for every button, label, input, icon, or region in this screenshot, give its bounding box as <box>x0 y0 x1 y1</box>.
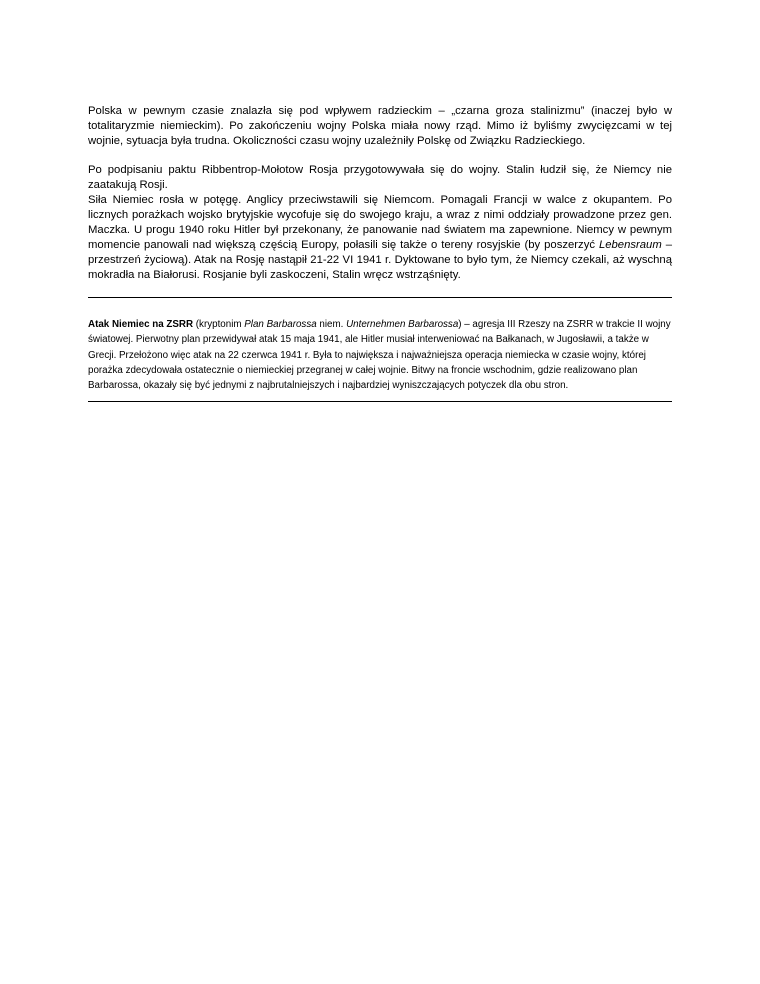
note-text-1: (kryptonim <box>193 319 245 330</box>
paragraph-soviet-influence: Polska w pewnym czasie znalazła się pod wpływem radzieckim – „czarna groza stalinizmu” (inaczej było w totalitaryzmie niemieckim). Po zakończeniu wojny Polska miała nowy rząd. Mimo iż byliśmy zwycięzcami w tej wojnie, sytuacja była trudna. Okoliczności czasu wojny uzależniły Polskę od Związku Radzieckiego. <box>88 105 672 147</box>
barbarossa-note-text <box>88 317 672 393</box>
paragraph-pact: Po podpisaniu paktu Ribbentrop-Mołotow Rosja przygotowywała się do wojny. Stalin łudził się, że Niemcy nie zaatakują Rosji. <box>88 164 672 191</box>
barbarossa-note-title: Atak Niemiec na ZSRR <box>88 319 194 330</box>
lebensraum-term: Lebensraum <box>598 239 662 251</box>
unternehmen-barbarossa-term: Unternehmen Barbarossa <box>346 319 459 330</box>
plan-barbarossa-term: Plan Barbarossa <box>244 319 317 330</box>
note-text-2: niem. <box>316 319 347 330</box>
paragraph-war-course <box>88 193 672 283</box>
bottom-rule <box>88 401 672 402</box>
paragraph-war-course-text-1: Siła Niemiec rosła w potęgę. Anglicy przeciwstawili się Niemcom. Pomagali Francji w walce z okupantem. Po licznych porażkach wojsko brytyjskie wycofuje się do swojego kraju, a wraz z nimi oddziały prowadzone przez gen. Maczka. U progu 1940 roku Hitler był przekonany, że panowanie nad światem ma zapewnione. Niemcy w pewnym momencie panowali nad większą częścią Europy, połasili się także o tereny rosyjskie (by poszerzyć <box>88 194 672 251</box>
paragraph-war-course-text-2: – przestrzeń życiową). Atak na Rosję nastąpił 21-22 VI 1941 r. Dyktowane to było tym, że Niemcy czekali, aż wyschną mokradła na Białorusi. Rosjanie byli zaskoczeni, Stalin wręcz wstrząśnięty. <box>88 239 672 281</box>
document-page <box>88 104 672 402</box>
barbarossa-note <box>88 298 672 401</box>
note-text-3: ) – agresja III Rzeszy na ZSRR w trakcie II wojny światowej. Pierwotny plan przewidywał atak 15 maja 1941, ale Hitler musiał interweniować na Bałkanach, w Jugosławii, a także w Grecji. Przełożono więc atak na 22 czerwca 1941 r. Była to największa i najważniejsza operacja niemiecka w czasie wojny, której porażka zdecydowała ostatecznie o niemieckiej przegranej w całej wojnie. Bitwy na froncie wschodnim, gdzie realizowano plan Barbarossa, okazały się być jednymi z najbrutalniejszych i najbardziej wyniszczających potyczek dla obu stron. <box>88 319 671 392</box>
